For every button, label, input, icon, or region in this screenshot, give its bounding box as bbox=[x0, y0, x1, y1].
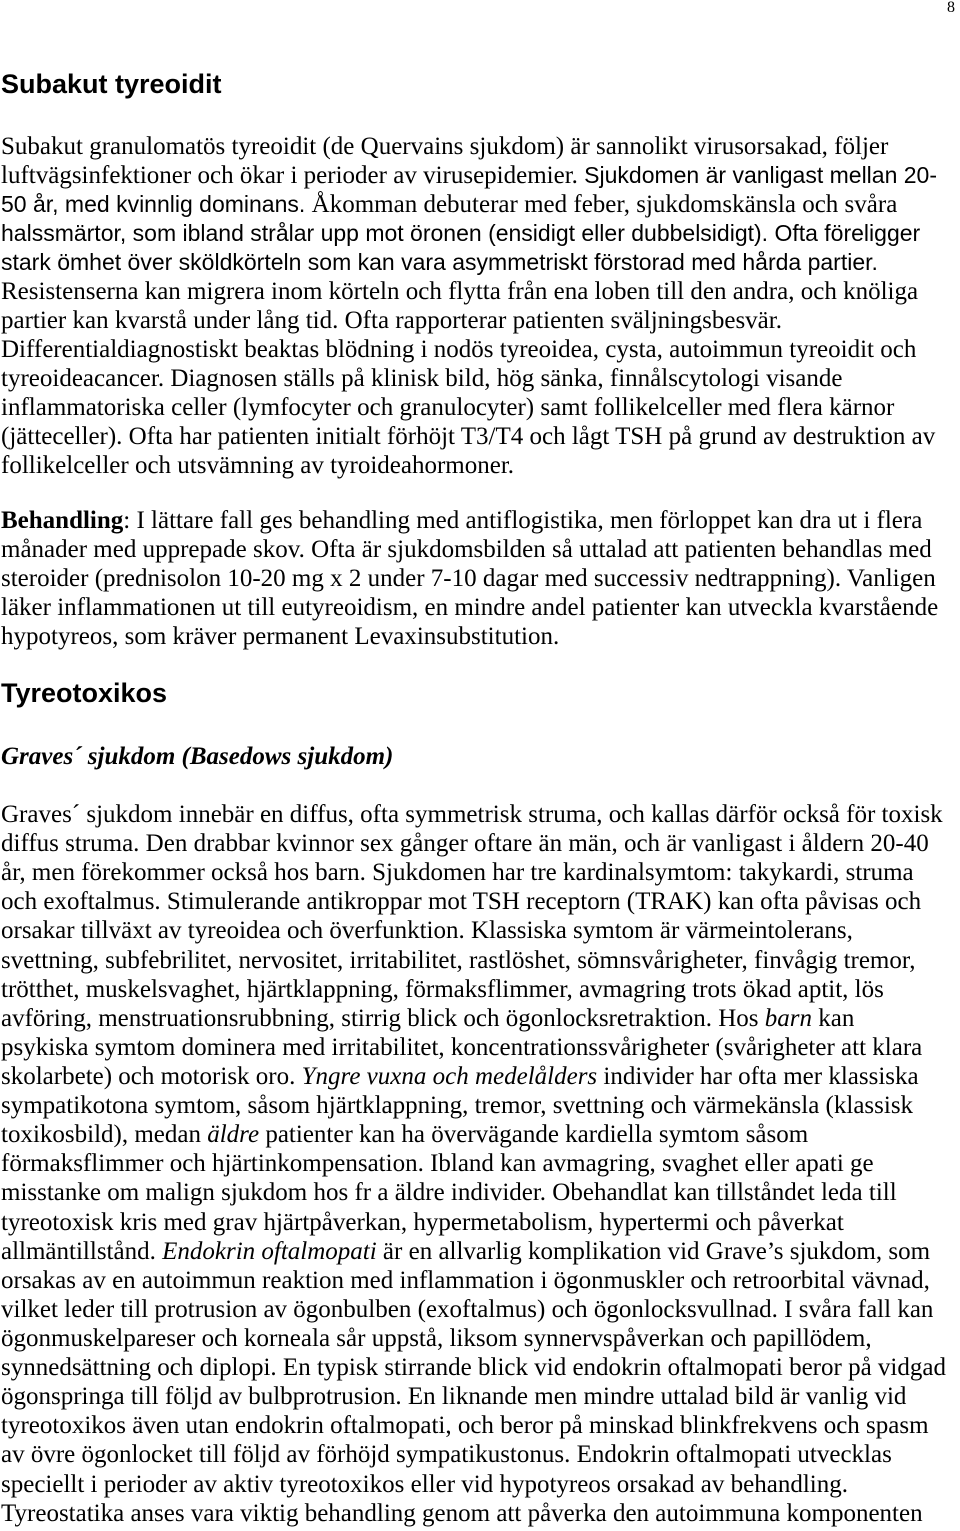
text-line: tyreotoxikos även utan endokrin oftalmopati, och beror på minskad blinkfrekvens och spasm bbox=[1, 1412, 929, 1440]
text-line: tyreoideacancer. Diagnosen ställs på klinisk bild, hög sänka, finnålscytologi visande bbox=[1, 365, 843, 392]
text-line bbox=[1, 190, 959, 219]
text-line: Resistenserna kan migrera inom körteln och flytta från ena loben till den andra, och knöliga bbox=[1, 278, 919, 305]
text-line: halssmärtor, som ibland strålar upp mot öronen (ensidigt eller dubbelsidigt). Ofta föreligger bbox=[1, 220, 921, 246]
text-line: ögonmuskelpareser och korneala sår uppstå, liksom synnervspåverkan och papillödem, bbox=[1, 1324, 872, 1352]
text-line: hypotyreos, som kräver permanent Levaxinsubstitution. bbox=[1, 623, 560, 650]
text-line: inflammatoriska celler (lymfocyter och granulocyter) samt follikelceller med flera kärnor bbox=[1, 394, 895, 421]
text-line: psykiska symtom dominera med irritabilitet, koncentrationssvårigheter (svårigheter att klara bbox=[1, 1033, 923, 1061]
text-line: Subakut granulomatös tyreoidit (de Quervains sjukdom) är sannolikt virusorsakad, följer bbox=[1, 133, 889, 160]
text-line: tyreotoxisk kris med grav hjärtpåverkan, hypermetabolism, hypertermi och påverkat bbox=[1, 1208, 844, 1236]
text-line: månader med upprepade skov. Ofta är sjukdomsbilden så uttalad att patienten behandlas med bbox=[1, 536, 932, 563]
text-line: speciellt i perioder av aktiv tyreotoxikos eller vid hypotyreos orsakad av behandling. bbox=[1, 1470, 848, 1498]
text-line: steroider (prednisolon 10-20 mg x 2 under 7-10 dagar med successiv nedtrappning). Vanligen bbox=[1, 565, 936, 592]
text-segment: 50 år, med kvinnlig dominans. bbox=[1, 191, 312, 217]
page-number: 8 bbox=[947, 0, 955, 16]
text-line: diffus struma. Den drabbar kvinnor sex gånger oftare än män, och är vanligast i åldern 20-40 bbox=[1, 830, 929, 858]
text-line: partier kan kvarstå under lång tid. Ofta rapporterar patienten sväljningsbesvär. bbox=[1, 307, 782, 334]
text-line: av övre ögonlocket till följd av förhöjd sympatikustonus. Endokrin oftalmopati utvecklas bbox=[1, 1441, 892, 1469]
text-line: Differentialdiagnostiskt beaktas blödning i nodös tyreoidea, cysta, autoimmun tyreoidit och bbox=[1, 336, 917, 363]
text-line: förmaksflimmer och hjärtinkompensation. Ibland kan avmagring, svaghet eller apati ge bbox=[1, 1150, 874, 1178]
text-line bbox=[1, 506, 959, 535]
text-line: vilket leder till protrusion av ögonbulben (exoftalmus) och ögonlocksvullnad. I svåra fall kan bbox=[1, 1295, 934, 1323]
text-segment: toxikosbild), medan bbox=[1, 1121, 208, 1149]
text-line: trötthet, muskelsvaghet, hjärtklappning, förmaksflimmer, avmagring trots ökad aptit, lös bbox=[1, 975, 884, 1003]
text-segment: Åkomman debuterar med feber, sjukdomskänsla och svåra bbox=[311, 191, 898, 218]
text-line: (jätteceller). Ofta har patienten initialt förhöjt T3/T4 och lågt TSH på grund av destruktion av bbox=[1, 423, 936, 450]
text-segment: : I lättare fall ges behandling med antiflogistika, men förloppet kan dra ut i flera bbox=[123, 507, 923, 534]
text-line bbox=[1, 1062, 959, 1091]
text-segment: skolarbete) och motorisk oro. bbox=[1, 1062, 302, 1090]
section-heading-subakut-tyreoidit: Subakut tyreoidit bbox=[1, 69, 222, 99]
emphasis-text: äldre bbox=[207, 1121, 260, 1149]
text-line bbox=[1, 1120, 959, 1149]
section-heading-tyreotoxikos: Tyreotoxikos bbox=[1, 678, 168, 708]
text-line: sympatikotona symtom, såsom hjärtklappning, tremor, svettning och värmekänsla (klassisk bbox=[1, 1092, 914, 1120]
text-line bbox=[1, 161, 959, 190]
emphasis-text: Yngre vuxna och medelålders bbox=[301, 1062, 598, 1090]
text-line: år, men förekommer också hos barn. Sjukdomen har tre kardinalsymtom: takykardi, struma bbox=[1, 859, 914, 887]
text-line: Tyreostatika anses vara viktig behandling genom att påverka den autoimmuna komponenten bbox=[1, 1499, 923, 1527]
paragraph-behandling bbox=[1, 506, 959, 651]
text-line: ögonspringa till följd av bulbprotrusion. En liknande men mindre uttalad bild är vanlig vid bbox=[1, 1383, 907, 1411]
emphasis-text: Endokrin oftalmopati bbox=[162, 1237, 377, 1265]
text-line bbox=[1, 1237, 959, 1266]
text-segment: patienter kan ha övervägande kardiella symtom såsom bbox=[259, 1121, 809, 1149]
text-line: Graves´ sjukdom innebär en diffus, ofta symmetrisk struma, och kallas därför också för toxisk bbox=[1, 801, 943, 828]
subsection-heading-graves: Graves´ sjukdom (Basedows sjukdom) bbox=[1, 743, 394, 770]
text-segment: kan bbox=[812, 1004, 855, 1032]
text-segment: luftvägsinfektioner och ökar i perioder av virusepidemier. bbox=[1, 162, 585, 189]
text-line bbox=[1, 1004, 959, 1033]
text-segment: Sjukdomen är vanligast mellan 20- bbox=[584, 162, 938, 188]
emphasis-text: barn bbox=[764, 1004, 812, 1032]
text-line: och exoftalmus. Stimulerande antikroppar mot TSH receptorn (TRAK) kan ofta påvisas och bbox=[1, 888, 922, 916]
text-line: synnedsättning och diplopi. En typisk stirrande blick vid endokrin oftalmopati beror på vidgad bbox=[1, 1354, 946, 1382]
text-line: svettning, subfebrilitet, nervositet, irritabilitet, rastlöshet, sömnsvårigheter, finvågig tremor, bbox=[1, 946, 916, 974]
text-line: läker inflammationen ut till eutyreoidism, en mindre andel patienter kan utveckla kvarstående bbox=[1, 594, 939, 621]
text-segment: är en allvarlig komplikation vid Grave’s sjukdom, som bbox=[376, 1237, 931, 1265]
text-segment: individer har ofta mer klassiska bbox=[597, 1062, 919, 1090]
text-line: orsakas av en autoimmun reaktion med inflammation i ögonmuskler och retroorbital vävnad, bbox=[1, 1266, 930, 1294]
text-line: misstanke om malign sjukdom hos fr a äldre individer. Obehandlat kan tillståndet leda till bbox=[1, 1179, 897, 1207]
text-line: stark ömhet över sköldkörteln som kan vara asymmetriskt förstorad med hårda partier. bbox=[1, 249, 878, 275]
paragraph-graves bbox=[1, 800, 959, 1528]
paragraph-subakut-intro bbox=[1, 132, 959, 480]
text-line: follikelceller och utsvämning av tyroideahormoner. bbox=[1, 452, 515, 479]
text-segment: avföring, menstruationsrubbning, stirrig blick och ögonlocksretraktion. Hos bbox=[1, 1004, 765, 1032]
text-line: orsakar tillväxt av tyreoidea och överfunktion. Klassiska symtom är värmeintolerans, bbox=[1, 917, 853, 945]
text-segment: allmäntillstånd. bbox=[1, 1237, 163, 1265]
treatment-label: Behandling bbox=[1, 507, 124, 534]
